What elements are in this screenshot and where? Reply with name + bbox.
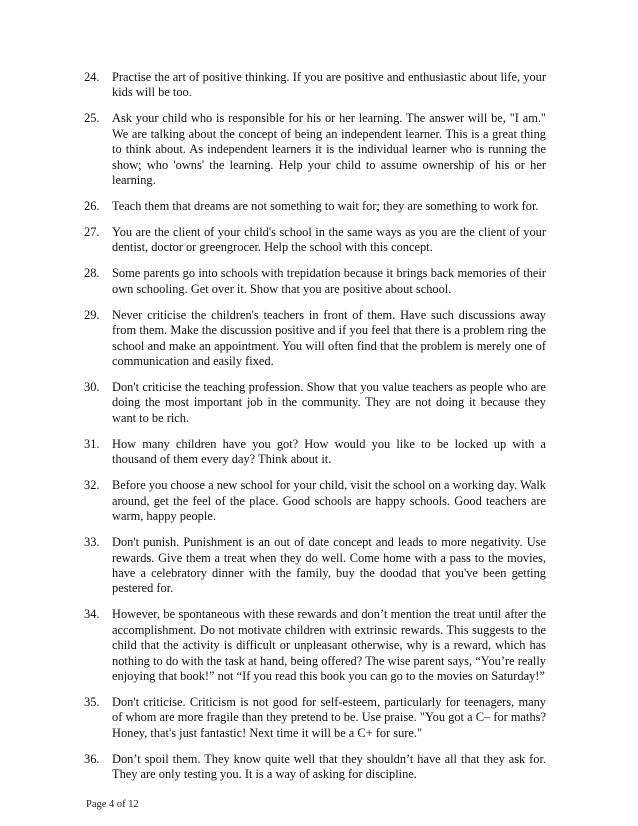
item-text: You are the client of your child's school in the same ways as you are the client of your dentist, doctor or greengrocer. Help the school with this concept. bbox=[112, 225, 546, 255]
list-item bbox=[84, 478, 546, 524]
item-number: 31. bbox=[84, 436, 100, 451]
list-item bbox=[84, 308, 546, 370]
item-number: 24. bbox=[84, 70, 100, 84]
list-item bbox=[84, 695, 546, 741]
list-item bbox=[84, 437, 546, 468]
item-text: How many children have you got? How would you like to be locked up with a thousand of them every day? Think about it. bbox=[112, 436, 546, 467]
item-number: 28. bbox=[84, 266, 100, 281]
item-text: Don't punish. Punishment is an out of date concept and leads to more negativity. Use rewards. Give them a treat when they do well. Come home with a pass to the movies, have a celebratory dinner with the family, buy the doodad that you've been getting pestered for. bbox=[112, 535, 546, 596]
item-text: Never criticise the children's teachers in front of them. Have such discussions away from them. Make the discussion positive and if you feel that there is a problem ring the school and make an appointment. You will often find that the problem is merely one of communication and easily fixed. bbox=[112, 307, 546, 369]
item-text: However, be spontaneous with these rewards and don’t mention the treat until after the accomplishment. Do not motivate children with extrinsic rewards. This suggests to the child that the activity is difficult or unpleasant otherwise, why is a reward, which has nothing to do with the task at hand, being offered? The wise parent says, “You’re really enjoying that book!” not “If you read this book you can go to the movies on Saturday!” bbox=[112, 607, 546, 683]
item-text: Practise the art of positive thinking. If you are positive and enthusiastic about life, your kids will be too. bbox=[112, 70, 546, 100]
list-item bbox=[84, 752, 546, 783]
item-text: Before you choose a new school for your child, visit the school on a working day. Walk around, get the feel of the place. Good schools are happy schools. Good teachers are warm, happy people. bbox=[112, 478, 546, 524]
page-number-footer: Page 4 of 12 bbox=[86, 799, 139, 810]
item-number: 35. bbox=[84, 694, 100, 709]
list-item bbox=[84, 266, 546, 297]
list-item bbox=[84, 199, 546, 214]
list-item bbox=[84, 607, 546, 684]
item-number: 33. bbox=[84, 535, 100, 550]
item-number: 34. bbox=[84, 607, 100, 622]
item-text: Don't criticise. Criticism is not good for self-esteem, particularly for teenagers, many of whom are more fragile than they pretend to be. Use praise. "You got a C– for maths? Honey, that's just fantastic! Next time it will be a C+ for sure." bbox=[112, 694, 546, 740]
item-number: 26. bbox=[84, 199, 100, 214]
item-text: Don’t spoil them. They know quite well that they shouldn’t have all that they ask for. They are only testing you. It is a way of asking for discipline. bbox=[112, 751, 546, 782]
item-number: 36. bbox=[84, 751, 100, 766]
item-number: 30. bbox=[84, 380, 100, 395]
item-number: 29. bbox=[84, 307, 100, 322]
item-number: 25. bbox=[84, 111, 100, 126]
item-text: Ask your child who is responsible for his or her learning. The answer will be, "I am." We are talking about the concept of being an independent learner. This is a great thing to think about. As independent learners it is the individual learner who is running the show; who 'owns' the learning. Help your child to assume ownership of his or her learning. bbox=[112, 111, 546, 188]
list-item bbox=[84, 225, 546, 256]
item-number: 27. bbox=[84, 225, 100, 240]
item-text: Don't criticise the teaching profession. Show that you value teachers as people who are doing the most important job in the community. They are not doing it because they want to be rich. bbox=[112, 380, 546, 425]
list-item bbox=[84, 70, 546, 101]
list-item bbox=[84, 380, 546, 426]
list-item bbox=[84, 111, 546, 188]
item-text: Some parents go into schools with trepidation because it brings back memories of their own schooling. Get over it. Show that you are positive about school. bbox=[112, 266, 546, 296]
item-text: Teach them that dreams are not something to wait for; they are something to work for. bbox=[112, 199, 539, 214]
tips-list bbox=[84, 70, 546, 793]
list-item bbox=[84, 535, 546, 597]
item-number: 32. bbox=[84, 478, 100, 493]
